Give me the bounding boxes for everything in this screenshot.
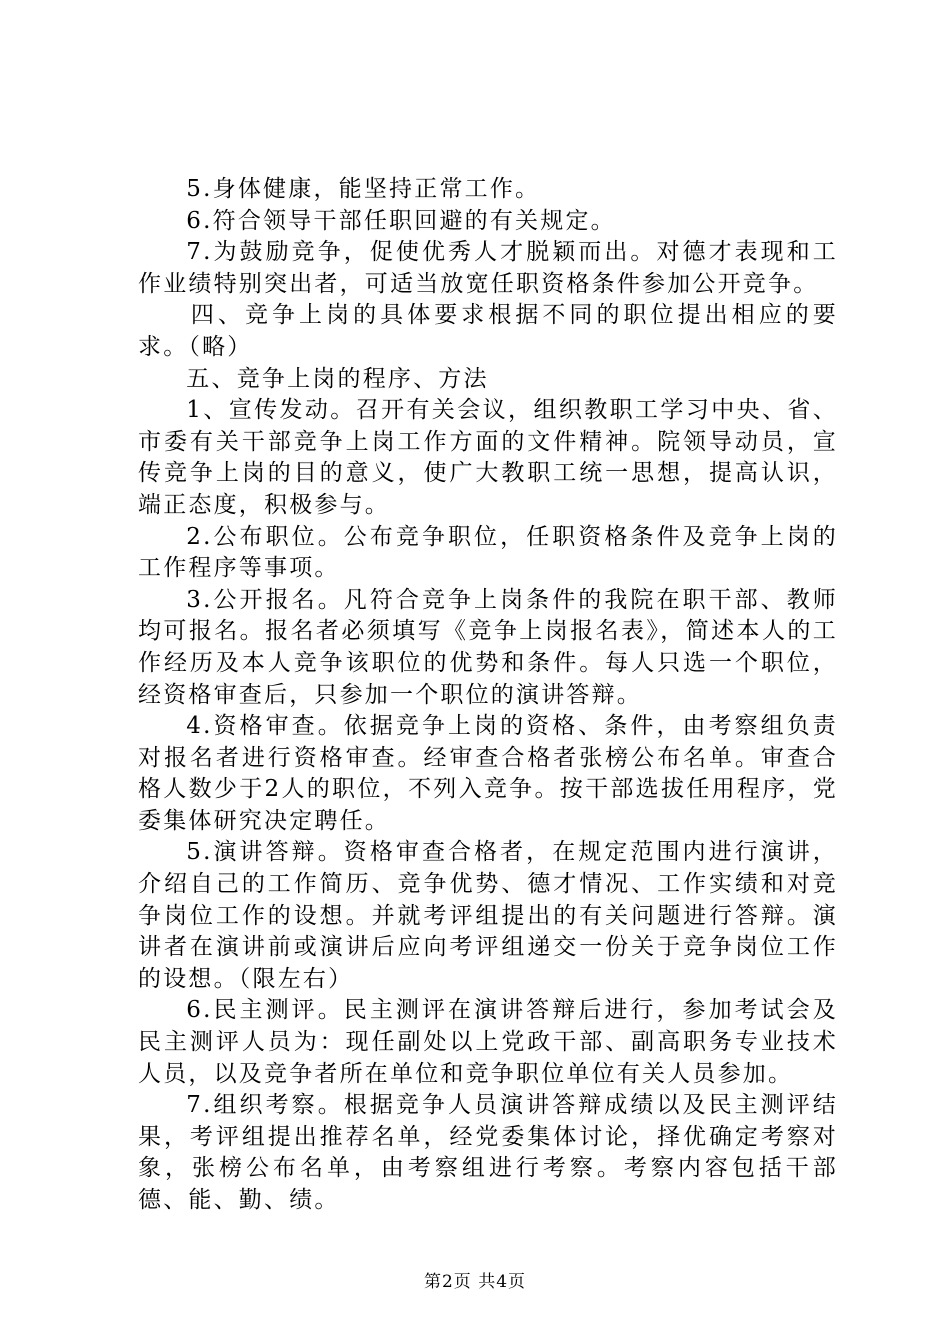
paragraph-inspection: 7.组织考察。根据竞争人员演讲答辩成绩以及民主测评结果，考评组提出推荐名单，经党委集体讨论，择优确定考察对象，张榜公布名单，由考察组进行考察。考察内容包括干部德、能、勤、绩。: [138, 1092, 838, 1213]
section-heading-requirements: 四、竞争上岗的具体要求根据不同的职位提出相应的要求。（略）: [138, 302, 838, 360]
paragraph-health: 5.身体健康，能坚持正常工作。: [186, 176, 541, 202]
document-body: [138, 174, 838, 1217]
page-number: 第2页 共4页: [423, 1272, 527, 1292]
paragraph-democratic-evaluation: 6.民主测评。民主测评在演讲答辩后进行，参加考试会及民主测评人员为：现任副处以上党政干部、副高职务专业技术人员，以及竞争者所在单位和竞争职位单位有关人员参加。: [138, 997, 838, 1087]
paragraph-speech-defense: 5.演讲答辩。资格审查合格者，在规定范围内进行演讲，介绍自己的工作简历、竞争优势、德才情况、工作实绩和对竞争岗位工作的设想。并就考评组提出的有关问题进行答辩。演讲者在演讲前或演讲后应向考评组递交一份关于竞争岗位工作的设想。（限左右）: [138, 839, 838, 992]
paragraph-publish-positions: 2.公布职位。公布竞争职位，任职资格条件及竞争上岗的工作程序等事项。: [138, 523, 838, 582]
paragraph-qualification-review: 4.资格审查。依据竞争上岗的资格、条件，由考察组负责对报名者进行资格审查。经审查合格者张榜公布名单。审查合格人数少于2人的职位，不列入竞争。按干部选拔任用程序，党委集体研究决定聘任。: [138, 713, 838, 834]
paragraph-registration: 3.公开报名。凡符合竞争上岗条件的我院在职干部、教师均可报名。报名者必须填写《竞争上岗报名表》，简述本人的工作经历及本人竞争该职位的优势和条件。每人只选一个职位，经资格审查后，只参加一个职位的演讲答辩。: [138, 586, 838, 708]
paragraph-publicity: 1、宣传发动。召开有关会议，组织教职工学习中央、省、市委有关干部竞争上岗工作方面的文件精神。院领导动员，宣传竞争上岗的目的意义，使广大教职工统一思想，提高认识，端正态度，积极参与。: [138, 397, 838, 518]
paragraph-encourage-competition: 7.为鼓励竞争，促使优秀人才脱颖而出。对德才表现和工作业绩特别突出者，可适当放宽任职资格条件参加公开竞争。: [138, 239, 838, 297]
section-heading-procedure: 五、竞争上岗的程序、方法: [186, 365, 489, 392]
paragraph-avoidance: 6.符合领导干部任职回避的有关规定。: [186, 207, 616, 234]
